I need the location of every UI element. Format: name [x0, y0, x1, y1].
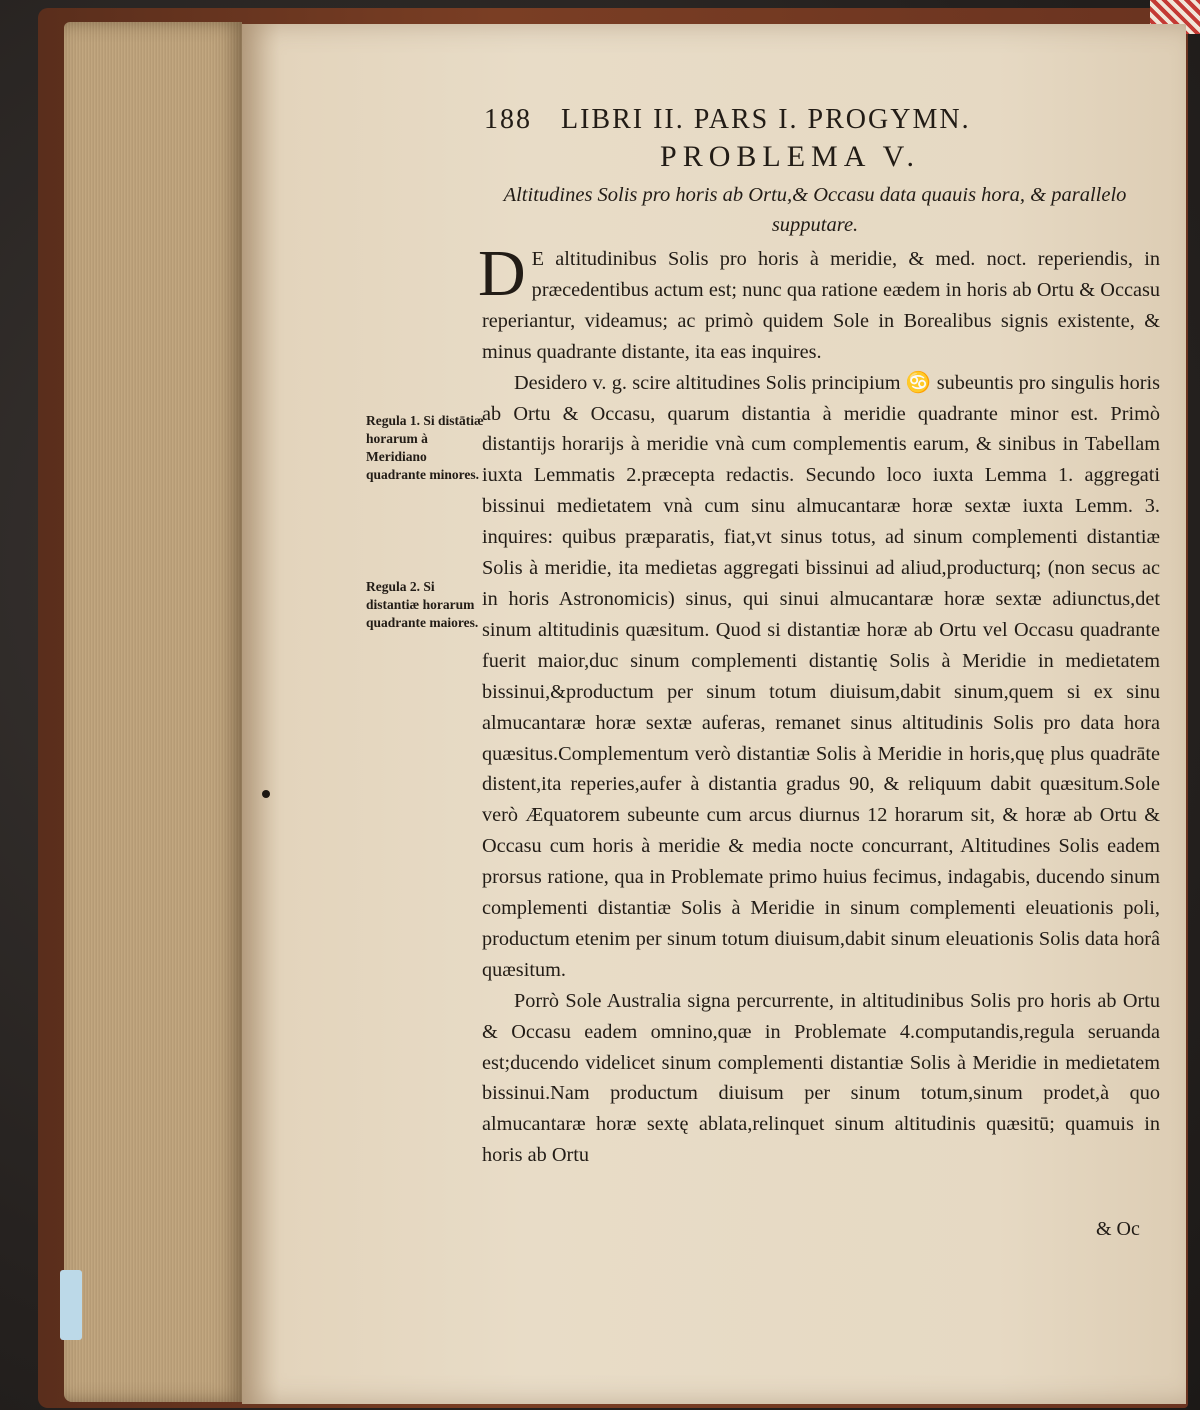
page-number: 188: [484, 104, 532, 135]
running-head: [484, 104, 1124, 136]
catchword: & Oc: [1096, 1218, 1140, 1240]
problem-title: PROBLEMA V.: [660, 140, 920, 173]
paragraph-2: Desidero v. g. scire altitudines Solis principium ♋ subeuntis pro singulis horis ab Ortu & Occasu, quarum distantia à meridie quadrante minor est. Primò distantijs horarijs à meridie vnà cum complementis earum, & sinibus in Tabellam iuxta Lemmatis 2.præcepta redactis. Secundo loco iuxta Lemma 1. aggregati bissinui medietatem vnà cum sinu almucantaræ horæ sextæ iuxta Lemm. 3. inquires: quibus præparatis, fiat,vt sinus totus, ad sinum complementi distantiæ Solis à meridie, ita medietas aggregati bissinui ad aliud,producturq; (non secus ac in horis Astronomicis) sinus, qui sinui almucantaræ horæ sextæ adiunctus,det sinum altitudinis quæsitum. Quod si distantiæ horæ ab Ortu vel Occasu quadrante fuerit maior,duc sinum complementi distantię Solis à Meridie in medietatem bissinui,&productum per sinum totum diuisum,dabit sinum,quem si ex sinu almucantaræ horæ sextæ auferas, remanet sinus altitudinis Solis pro data hora quæsitus.Complementum verò distantiæ Solis à Meridie in horis,quę plus quadrāte distent,ita reperies,aufer à distantia gradus 90, & reliquum dabit quæsitum.Sole verò Æquatorem subeunte cum arcus diurnus 12 horarum sit, & horæ ab Ortu & Occasu cum horis à meridie & media nocte concurrant, Altitudines Solis eadem prorsus ratione, qua in Problemate primo huius fecimus, indagabis, ducendo sinum complementi distantiæ Solis à Meridie in sinum complementi eleuationis poli, productum etenim per sinum totum diuisum,dabit sinum eleuationis Solis data horâ quæsitum.: [482, 371, 1160, 981]
paragraph-1: [478, 237, 1160, 368]
page-edges: [64, 22, 242, 1402]
drop-cap: D: [478, 237, 526, 310]
body-text: [478, 237, 1160, 1171]
running-title: LIBRI II. PARS I. PROGYMN.: [561, 104, 971, 135]
ink-fleck: [262, 790, 270, 798]
paragraph-3: Porrò Sole Australia signa percurrente, in altitudinibus Solis pro horis ab Ortu & Occasu eadem omnino,quæ in Problemate 4.computandis,regula seruanda est;ducendo videlicet sinum complementi distantiæ Solis à Meridie in medietatem bissinui.Nam productum diuisum per sinum totum,sinum prodet,à quo almucantaræ horæ sextę ablata,relinquet sinum altitudinis quæsitū; quamuis in horis ab Ortu: [482, 989, 1160, 1167]
paragraph-1-text: E altitudinibus Solis pro horis à meridie, & med. noct. reperiendis, in præcedentibus actum est; nunc qua ratione eædem in horis ab Ortu & Occasu reperiantur, videamus; ac primò quidem Sole in Borealibus signis existente, & minus quadrante distante, ita eas inquires.: [482, 248, 1160, 363]
bookmark-ribbon: [60, 1270, 82, 1340]
margin-note-rule-1: Regula 1. Si distātiæ horarum à Meridiano quadrante minores.: [366, 413, 484, 482]
problem-subtitle: Altitudines Solis pro horis ab Ortu,& Occasu data quauis hora, & parallelo supputare.: [503, 184, 1127, 236]
margin-note-rule-2: Regula 2. Si distantiæ horarum quadrante maiores.: [366, 579, 479, 630]
